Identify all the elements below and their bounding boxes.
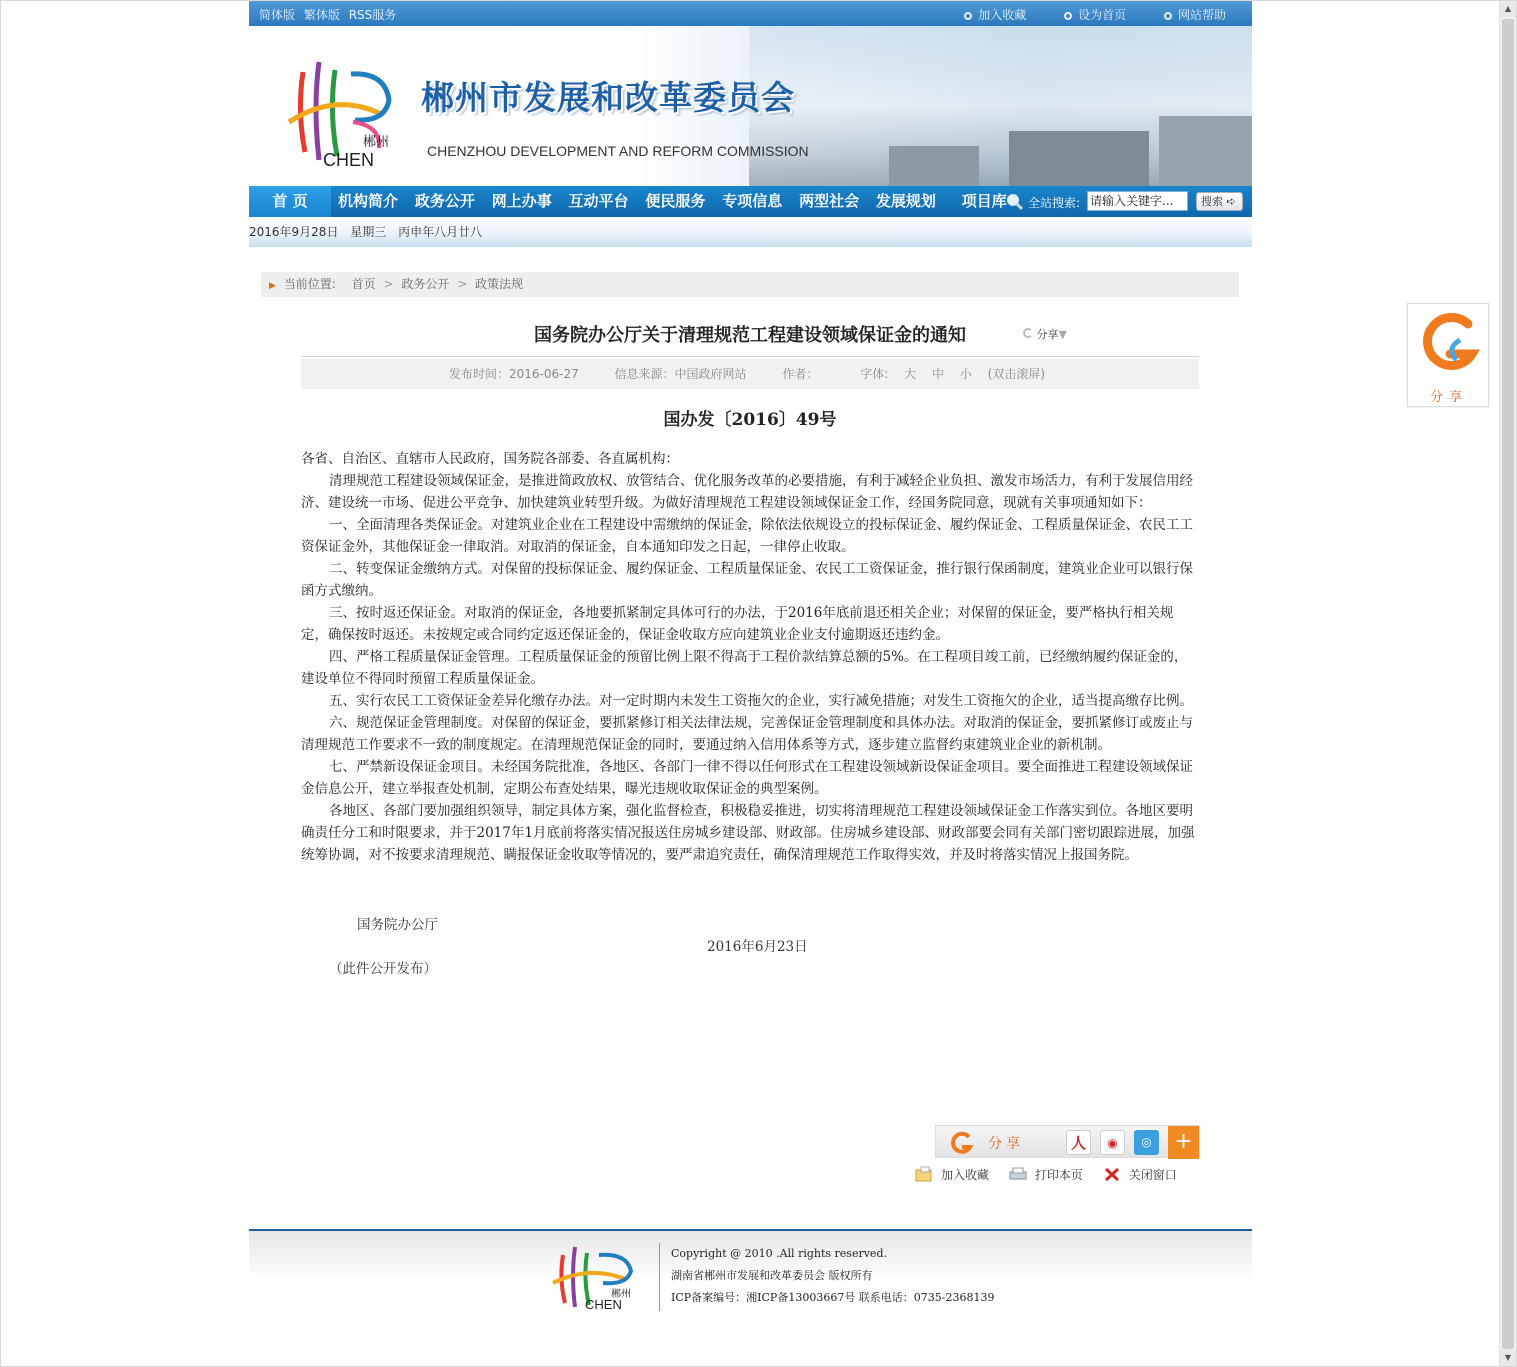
article-paragraph: 六、规范保证金管理制度。对保留的保证金，要抓紧修订相关法律法规，完善保证金管理制度和具体办法。对取消的保证金，要抓紧修订或废止与清理规范工作要求不一致的制度规定。在清理规范保证金的同时，要通过纳入信用体系等方式，逐步建立监督约束建筑业企业的新机制。 (301, 715, 1193, 753)
building-shape (889, 146, 979, 186)
floating-share-label: 分享 (1429, 390, 1468, 405)
chen-logo (285, 52, 401, 170)
nav-item-development-plan[interactable]: 发展规划 (875, 192, 936, 210)
breadcrumb-separator-icon: > (383, 277, 394, 291)
site-title-english: CHENZHOU DEVELOPMENT AND REFORM COMMISSION (427, 143, 809, 159)
nav-item-institution[interactable]: 机构简介 (338, 192, 399, 210)
floating-share-widget[interactable] (1407, 303, 1489, 407)
breadcrumb (261, 272, 1239, 297)
article-paragraph: 各地区、各部门要加强组织领导，制定具体方案，强化监督检查，积极稳妥推进，切实将清理规范工程建设领域保证金工作落实到位。各地区要明确责任分工和时限要求，并于2017年1月底前将落实情况报送住房城乡建设部、财政部。住房城乡建设部、财政部要会同有关部门密切跟踪进展，加强统筹协调，对不按要求清理规范、瞒报保证金收取等情况的，要严肃追究责任，确保清理规范工作取得实效，并及时将落实情况上报国务院。 (301, 803, 1195, 863)
weibo-share-icon[interactable]: ◉ (1100, 1130, 1125, 1155)
article-meta (301, 359, 1199, 389)
nav-item-project-library[interactable]: 项目库 (961, 192, 1007, 210)
breadcrumb-separator-icon: > (457, 277, 468, 291)
building-shape (1009, 131, 1149, 186)
search-input[interactable]: 请输入关键字... (1087, 191, 1188, 211)
share-dropdown[interactable] (1023, 327, 1067, 343)
font-medium-button[interactable]: 中 (931, 367, 944, 381)
scroll-up-icon[interactable]: ▲ (1500, 1, 1516, 17)
svg-text:CHEN: CHEN (323, 150, 375, 170)
footer-chen-logo (549, 1241, 641, 1311)
bullet-icon (1164, 12, 1172, 20)
nav-home[interactable]: 首 页 (249, 186, 331, 217)
font-large-button[interactable]: 大 (904, 367, 917, 381)
printer-icon (1009, 1166, 1027, 1182)
add-favorite-action-label: 加入收藏 (941, 1168, 990, 1182)
set-homepage-label: 设为首页 (1078, 8, 1127, 22)
signature-date: 2016年6月23日 (707, 939, 808, 955)
info-source: 信息来源：中国政府网站 (614, 367, 747, 381)
print-action[interactable] (1009, 1166, 1083, 1183)
lunar-date: 丙申年八月廿八 (398, 225, 483, 239)
print-action-label: 打印本页 (1034, 1168, 1083, 1182)
nav-item-interactive[interactable]: 互动平台 (568, 192, 629, 210)
magnifier-icon (1006, 193, 1024, 211)
article-paragraph: 清理规范工程建设领域保证金，是推进简政放权、放管结合、优化服务改革的必要措施，有利于减轻企业负担、激发市场活力，有利于发展信用经济、建设统一市场、促进公平竞争、加快建筑业转型升级。为做好清理规范工程建设领域保证金工作，经国务院同意，现就有关事项通知如下： (301, 473, 1193, 511)
set-homepage-link[interactable] (1064, 8, 1126, 22)
rss-link[interactable]: RSS服务 (348, 8, 397, 22)
arrow-right-icon: ➪ (1226, 195, 1236, 208)
article-title: 国务院办公厅关于清理规范工程建设领域保证金的通知 (534, 325, 966, 346)
share-g-icon (950, 1131, 974, 1155)
breadcrumb-arrow-icon: ▶ (269, 281, 276, 291)
svg-text:郴州: 郴州 (611, 1289, 631, 1300)
publication-note: （此件公开发布） (329, 961, 437, 977)
site-footer (249, 1229, 1252, 1321)
article-paragraph: 七、严禁新设保证金项目。未经国务院批准，各地区、各部门一律不得以任何形式在工程建设领域新设保证金项目。要全面推进工程建设领域保证金信息公开，建立举报查处机制，定期公布查处结果，曝光违规收取保证金的典型案例。 (301, 759, 1193, 797)
nav-item-government-affairs[interactable]: 政务公开 (414, 192, 475, 210)
nav-item-special-info[interactable]: 专项信息 (722, 192, 783, 210)
svg-text:CHEN: CHEN (585, 1297, 622, 1311)
search-button[interactable] (1196, 192, 1243, 211)
search-button-label: 搜索 (1201, 195, 1223, 208)
double-click-scroll-hint: (双击滚屏) (987, 367, 1046, 381)
share-toolbar (935, 1125, 1200, 1158)
nav-item-two-type-society[interactable]: 两型社会 (799, 192, 860, 210)
vertical-scrollbar[interactable] (1499, 1, 1516, 1366)
date-bar (249, 217, 1252, 247)
icp-record: ICP备案编号：湘ICP备13003667号 联系电话：0735-2368139 (671, 1291, 995, 1304)
site-title: 郴州市发展和改革委员会 (421, 78, 795, 117)
article (301, 317, 1199, 980)
simplified-chinese-link[interactable]: 简体版 (259, 8, 296, 22)
building-shape (1159, 116, 1252, 186)
footer-divider (659, 1243, 660, 1311)
share-label: 分享 (988, 1136, 1024, 1152)
font-small-button[interactable]: 小 (959, 367, 972, 381)
font-size-label: 字体: (860, 367, 889, 381)
page-container (249, 1, 1252, 1311)
document-number: 国办发〔2016〕49号 (663, 410, 837, 430)
site-help-label: 网站帮助 (1177, 8, 1226, 22)
main-navigation (249, 186, 1252, 217)
copyright-owner: 湖南省郴州市发展和改革委员会 版权所有 (671, 1269, 873, 1282)
scrollbar-thumb[interactable] (1502, 19, 1514, 1349)
copyright: Copyright @ 2010 .All rights reserved. (671, 1247, 887, 1260)
renren-share-icon[interactable]: 人 (1066, 1130, 1091, 1155)
tencent-weibo-share-icon[interactable]: ◎ (1134, 1130, 1159, 1155)
bullet-icon (964, 12, 972, 20)
breadcrumb-prefix: 当前位置: (283, 277, 336, 291)
article-paragraph: 二、转变保证金缴纳方式。对保留的投标保证金、履约保证金、工程质量保证金、农民工工资保证金，推行银行保函制度，建筑业企业可以银行保函方式缴纳。 (301, 561, 1193, 599)
article-paragraph: 三、按时返还保证金。对取消的保证金，各地要抓紧制定具体可行的办法，于2016年底前退还相关企业；对保留的保证金，要严格执行相关规定，确保按时返还。未按规定或合同约定返还保证金的，保证金收取方应向建筑业企业支付逾期返还违约金。 (301, 605, 1174, 643)
add-favorite-label: 加入收藏 (978, 8, 1027, 22)
article-actions (915, 1166, 1193, 1183)
nav-item-online-service[interactable]: 网上办事 (491, 192, 552, 210)
footer-text (671, 1243, 995, 1309)
scroll-down-icon[interactable]: ▼ (1500, 1350, 1516, 1366)
site-help-link[interactable] (1164, 8, 1226, 22)
article-body (301, 448, 1199, 866)
current-weekday: 星期三 (350, 225, 387, 239)
signature: 国务院办公厅 (357, 917, 438, 933)
chevron-down-icon: ▼ (1058, 328, 1067, 341)
add-favorite-action[interactable] (915, 1166, 989, 1183)
top-utility-bar (249, 1, 1252, 26)
close-window-action[interactable] (1103, 1166, 1177, 1183)
article-title-row (301, 317, 1199, 357)
folder-star-icon (915, 1166, 933, 1182)
share-dropdown-label: 分享 (1036, 328, 1059, 341)
nav-item-convenience[interactable]: 便民服务 (645, 192, 706, 210)
share-g-icon (1023, 328, 1033, 338)
close-window-action-label: 关闭窗口 (1128, 1168, 1177, 1182)
article-paragraph: 各省、自治区、直辖市人民政府，国务院各部委、各直属机构： (301, 451, 679, 467)
author: 作者： (782, 367, 819, 381)
article-paragraph: 四、严格工程质量保证金管理。工程质量保证金的预留比例上限不得高于工程价款结算总额的5%。在工程项目竣工前，已经缴纳履约保证金的，建设单位不得同时预留工程质量保证金。 (301, 649, 1188, 687)
article-paragraph: 一、全面清理各类保证金。对建筑业企业在工程建设中需缴纳的保证金，除依法依规设立的投标保证金、履约保证金、工程质量保证金、农民工工资保证金外，其他保证金一律取消。对取消的保证金，自本通知印发之日起，一律停止收取。 (301, 517, 1193, 555)
bullet-icon (1064, 12, 1072, 20)
more-share-button[interactable]: + (1168, 1126, 1199, 1159)
breadcrumb-home[interactable]: 首页 (351, 277, 376, 291)
share-g-icon (1420, 310, 1480, 374)
breadcrumb-government-affairs[interactable]: 政务公开 (401, 277, 450, 291)
add-favorite-link[interactable] (964, 8, 1026, 22)
font-size-controls (854, 367, 1051, 381)
traditional-chinese-link[interactable]: 繁体版 (303, 8, 340, 22)
close-x-icon (1103, 1166, 1121, 1182)
breadcrumb-policy[interactable]: 政策法规 (475, 277, 524, 291)
publish-time: 发布时间：2016-06-27 (448, 367, 579, 381)
current-date: 2016年9月28日 (249, 225, 339, 239)
svg-text:郴州: 郴州 (363, 135, 390, 150)
site-banner (249, 26, 1252, 186)
search-label: 全站搜索: (1028, 196, 1081, 210)
article-paragraph: 五、实行农民工工资保证金差异化缴存办法。对一定时期内未发生工资拖欠的企业，实行减免措施；对发生工资拖欠的企业，适当提高缴存比例。 (329, 693, 1193, 709)
